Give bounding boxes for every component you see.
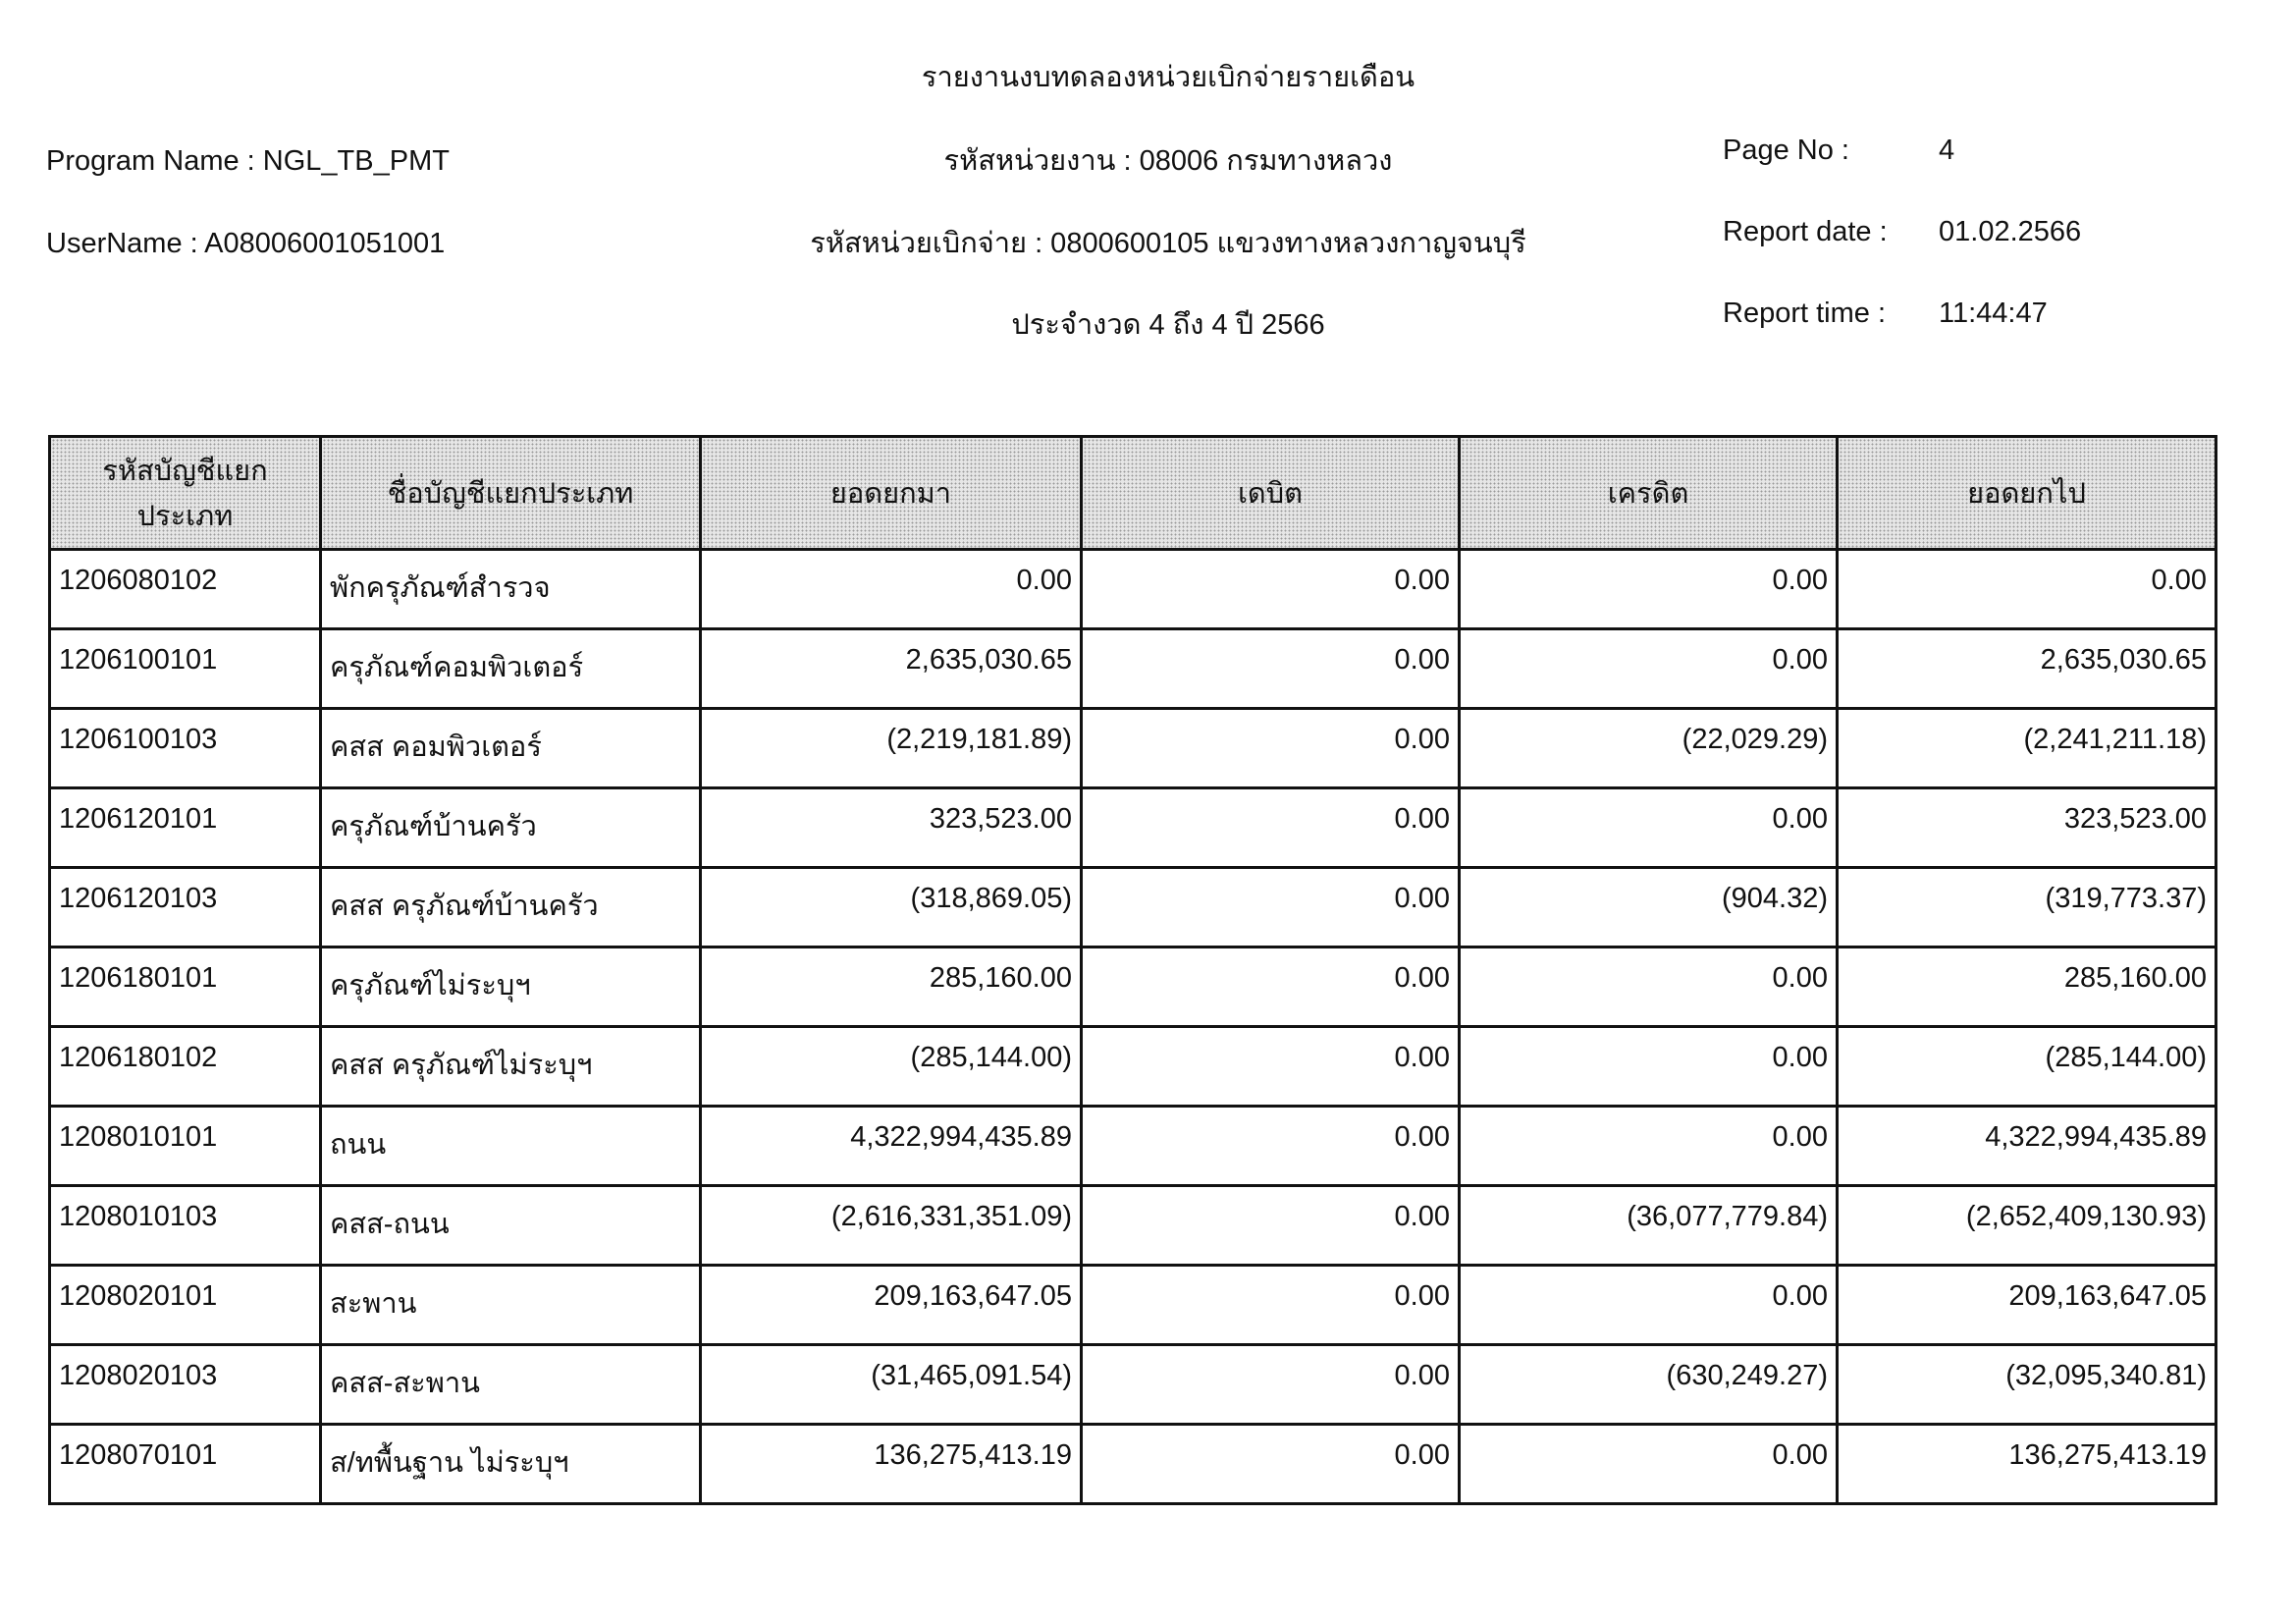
cell-closing-balance: 4,322,994,435.89 [1838,1107,2216,1186]
report-date-label: Report date : [1723,216,1888,247]
cell-debit: 0.00 [1082,1425,1460,1504]
cell-credit: 0.00 [1460,550,1838,629]
cell-credit: 0.00 [1460,947,1838,1027]
table-row [50,709,2216,788]
table-row [50,1266,2216,1345]
report-title: รายงานงบทดลองหน่วยเบิกจ่ายรายเดือน [921,62,1415,93]
cell-opening-balance: (285,144.00) [701,1027,1082,1107]
cell-account-code: 1206100101 [50,629,321,709]
cell-credit: 0.00 [1460,1027,1838,1107]
cell-credit: (630,249.27) [1460,1345,1838,1425]
cell-closing-balance: 2,635,030.65 [1838,629,2216,709]
header-account-name: ชื่อบัญชีแยกประเภท [321,437,701,550]
header-closing-balance: ยอดยกไป [1838,437,2216,550]
table-row [50,1027,2216,1107]
header-account-code: รหัสบัญชีแยกประเภท [50,437,321,550]
table-row [50,868,2216,947]
table-row [50,947,2216,1027]
cell-closing-balance: 323,523.00 [1838,788,2216,868]
cell-account-name: ถนน [321,1107,701,1186]
cell-account-name: คสส คอมพิวเตอร์ [321,709,701,788]
disbursing-unit-code: รหัสหน่วยเบิกจ่าย : 0800600105 แขวงทางหลวงกาญจนบุรี [810,228,1526,259]
cell-opening-balance: 323,523.00 [701,788,1082,868]
cell-account-code: 1206120101 [50,788,321,868]
report-time-label: Report time : [1723,298,1886,329]
report-date: 01.02.2566 [1939,216,2082,247]
cell-account-name: คสส ครุภัณฑ์บ้านครัว [321,868,701,947]
trial-balance-table [48,435,2217,1505]
cell-account-name: สะพาน [321,1266,701,1345]
cell-closing-balance: 0.00 [1838,550,2216,629]
cell-account-name: พักครุภัณฑ์สำรวจ [321,550,701,629]
cell-debit: 0.00 [1082,550,1460,629]
cell-closing-balance: (319,773.37) [1838,868,2216,947]
cell-account-code: 1208010103 [50,1186,321,1266]
cell-closing-balance: 136,275,413.19 [1838,1425,2216,1504]
header-debit: เดบิต [1082,437,1460,550]
cell-credit: (22,029.29) [1460,709,1838,788]
cell-credit: (36,077,779.84) [1460,1186,1838,1266]
cell-opening-balance: 4,322,994,435.89 [701,1107,1082,1186]
cell-opening-balance: 136,275,413.19 [701,1425,1082,1504]
header-opening-balance: ยอดยกมา [701,437,1082,550]
cell-opening-balance: (2,219,181.89) [701,709,1082,788]
user-name: UserName : A08006001051001 [46,228,446,259]
cell-account-name: คสส ครุภัณฑ์ไม่ระบุฯ [321,1027,701,1107]
table-row [50,1425,2216,1504]
cell-account-name: คสส-สะพาน [321,1345,701,1425]
cell-credit: 0.00 [1460,1425,1838,1504]
cell-opening-balance: (31,465,091.54) [701,1345,1082,1425]
cell-opening-balance: 2,635,030.65 [701,629,1082,709]
cell-credit: 0.00 [1460,788,1838,868]
cell-account-name: ครุภัณฑ์คอมพิวเตอร์ [321,629,701,709]
cell-debit: 0.00 [1082,1107,1460,1186]
page-no: 4 [1939,135,1955,166]
cell-credit: (904.32) [1460,868,1838,947]
cell-account-code: 1206120103 [50,868,321,947]
cell-account-name: ส/ทพื้นฐาน ไม่ระบุฯ [321,1425,701,1504]
table-row [50,788,2216,868]
table-row [50,550,2216,629]
cell-opening-balance: 209,163,647.05 [701,1266,1082,1345]
cell-opening-balance: (318,869.05) [701,868,1082,947]
cell-opening-balance: 285,160.00 [701,947,1082,1027]
cell-debit: 0.00 [1082,1027,1460,1107]
cell-debit: 0.00 [1082,709,1460,788]
cell-account-code: 1206100103 [50,709,321,788]
cell-account-code: 1208020103 [50,1345,321,1425]
cell-account-code: 1208070101 [50,1425,321,1504]
cell-account-code: 1206180102 [50,1027,321,1107]
report-period: ประจำงวด 4 ถึง 4 ปี 2566 [1011,309,1325,341]
cell-closing-balance: (2,652,409,130.93) [1838,1186,2216,1266]
header-credit: เครดิต [1460,437,1838,550]
cell-debit: 0.00 [1082,788,1460,868]
cell-credit: 0.00 [1460,1107,1838,1186]
cell-debit: 0.00 [1082,1186,1460,1266]
table-row [50,1186,2216,1266]
table-row [50,1107,2216,1186]
table-header-row [50,437,2216,550]
cell-opening-balance: (2,616,331,351.09) [701,1186,1082,1266]
page-no-label: Page No : [1723,135,1849,166]
cell-account-code: 1206180101 [50,947,321,1027]
program-name: Program Name : NGL_TB_PMT [46,145,450,177]
cell-closing-balance: 209,163,647.05 [1838,1266,2216,1345]
cell-account-code: 1208020101 [50,1266,321,1345]
table-row [50,629,2216,709]
agency-code: รหัสหน่วยงาน : 08006 กรมทางหลวง [943,145,1393,177]
cell-account-code: 1206080102 [50,550,321,629]
cell-closing-balance: 285,160.00 [1838,947,2216,1027]
cell-account-name: ครุภัณฑ์บ้านครัว [321,788,701,868]
cell-debit: 0.00 [1082,1345,1460,1425]
cell-credit: 0.00 [1460,629,1838,709]
cell-opening-balance: 0.00 [701,550,1082,629]
cell-debit: 0.00 [1082,1266,1460,1345]
report-time: 11:44:47 [1939,298,2048,329]
cell-account-code: 1208010101 [50,1107,321,1186]
table-row [50,1345,2216,1425]
cell-credit: 0.00 [1460,1266,1838,1345]
cell-account-name: ครุภัณฑ์ไม่ระบุฯ [321,947,701,1027]
cell-debit: 0.00 [1082,947,1460,1027]
cell-closing-balance: (2,241,211.18) [1838,709,2216,788]
cell-debit: 0.00 [1082,629,1460,709]
cell-debit: 0.00 [1082,868,1460,947]
cell-account-name: คสส-ถนน [321,1186,701,1266]
cell-closing-balance: (32,095,340.81) [1838,1345,2216,1425]
cell-closing-balance: (285,144.00) [1838,1027,2216,1107]
